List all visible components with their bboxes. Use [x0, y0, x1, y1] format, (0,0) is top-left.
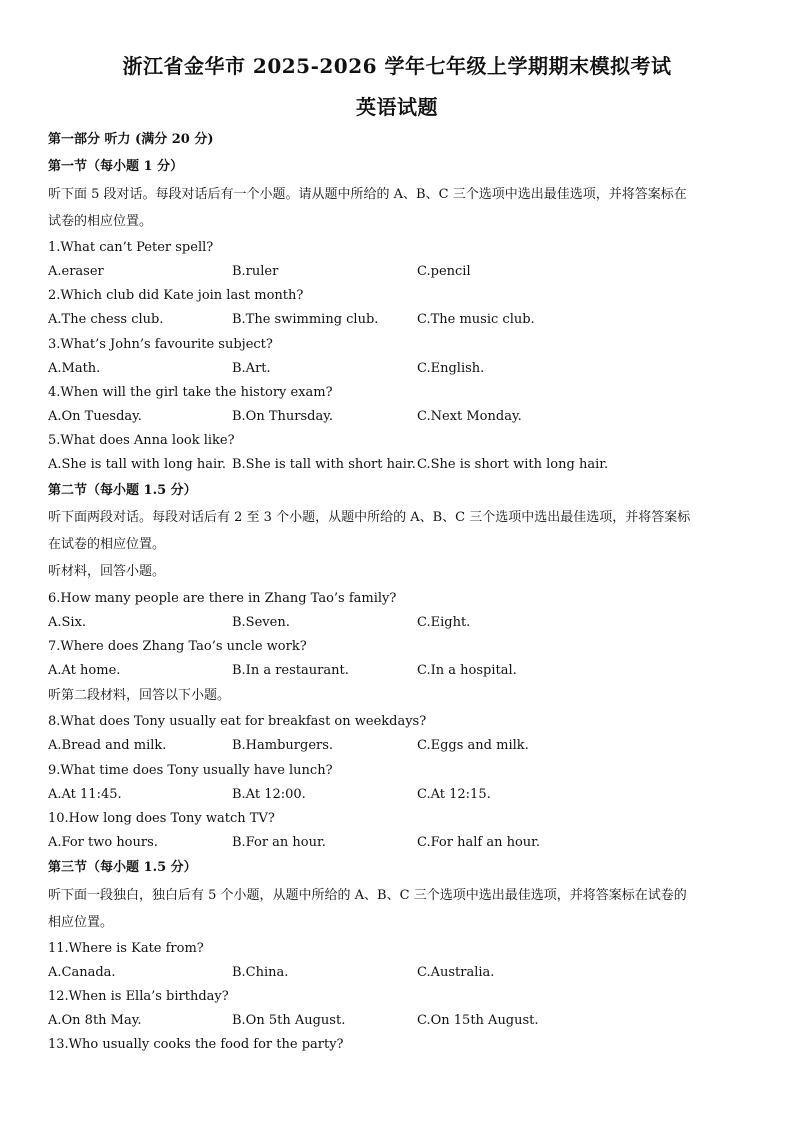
- option-c: C.In a hospital.: [417, 663, 517, 678]
- question-stem: 9.What time does Tony usually have lunch?: [48, 763, 333, 778]
- option-b: B.Hamburgers.: [232, 738, 334, 753]
- section2-instruction-line1: 听下面两段对话。每段对话后有 2 至 3 个小题，从题中所给的 A、B、C 三个选项中选出最佳选项，并将答案标: [48, 510, 691, 525]
- option-c: C.Australia.: [417, 965, 495, 980]
- option-b: B.On Thursday.: [232, 409, 333, 424]
- question-stem: 4.When will the girl take the history exam?: [48, 385, 333, 400]
- option-a: A.For two hours.: [48, 835, 158, 850]
- section1-heading: 第一节（每小题 1 分）: [48, 159, 184, 174]
- option-c: C.Next Monday.: [417, 409, 522, 424]
- section1-instruction-line2: 试卷的相应位置。: [48, 214, 153, 229]
- option-b: B.For an hour.: [232, 835, 326, 850]
- section2-material1-note: 听材料，回答小题。: [48, 564, 166, 579]
- option-c: C.The music club.: [417, 312, 535, 327]
- section1-instruction-line1: 听下面 5 段对话。每段对话后有一个小题。请从题中所给的 A、B、C 三个选项中选出最佳选项，并将答案标在: [48, 187, 687, 202]
- option-a: A.Math.: [48, 361, 101, 376]
- option-b: B.The swimming club.: [232, 312, 379, 327]
- option-a: A.On Tuesday.: [48, 409, 142, 424]
- option-a: A.At home.: [48, 663, 121, 678]
- option-b: B.At 12:00.: [232, 787, 306, 802]
- section2-instruction-line2: 在试卷的相应位置。: [48, 537, 166, 552]
- option-c: C.On 15th August.: [417, 1013, 539, 1028]
- part1-heading: 第一部分 听力 (满分 20 分): [48, 132, 214, 147]
- exam-title: 浙江省金华市 2025-2026 学年七年级上学期期末模拟考试: [122, 54, 672, 78]
- question-stem: 11.Where is Kate from?: [48, 941, 204, 956]
- question-stem: 12.When is Ella’s birthday?: [48, 989, 229, 1004]
- option-c: C.For half an hour.: [417, 835, 541, 850]
- question-stem: 10.How long does Tony watch TV?: [48, 811, 275, 826]
- question-stem: 7.Where does Zhang Tao’s uncle work?: [48, 639, 307, 654]
- option-a: A.Six.: [48, 615, 87, 630]
- option-b: B.In a restaurant.: [232, 663, 349, 678]
- section3-instruction-line2: 相应位置。: [48, 915, 114, 930]
- section2-heading: 第二节（每小题 1.5 分）: [48, 483, 197, 498]
- option-c: C.At 12:15.: [417, 787, 491, 802]
- option-c: C.Eggs and milk.: [417, 738, 529, 753]
- option-a: A.On 8th May.: [48, 1013, 142, 1028]
- option-b: B.On 5th August.: [232, 1013, 346, 1028]
- option-c: C.Eight.: [417, 615, 471, 630]
- option-b: B.ruler: [232, 264, 279, 279]
- section3-heading: 第三节（每小题 1.5 分）: [48, 860, 197, 875]
- option-c: C.English.: [417, 361, 485, 376]
- option-a: A.The chess club.: [48, 312, 164, 327]
- option-a: A.Bread and milk.: [48, 738, 167, 753]
- option-a: A.Canada.: [48, 965, 116, 980]
- option-b: B.She is tall with short hair.: [232, 457, 416, 472]
- section3-instruction-line1: 听下面一段独白，独白后有 5 个小题，从题中所给的 A、B、C 三个选项中选出最佳选项，并将答案标在试卷的: [48, 888, 687, 903]
- option-b: B.China.: [232, 965, 289, 980]
- option-b: B.Seven.: [232, 615, 290, 630]
- question-stem: 2.Which club did Kate join last month?: [48, 288, 304, 303]
- question-stem: 8.What does Tony usually eat for breakfast on weekdays?: [48, 714, 427, 729]
- question-stem: 3.What’s John’s favourite subject?: [48, 337, 273, 352]
- exam-subtitle: 英语试题: [356, 95, 438, 119]
- question-stem: 1.What can’t Peter spell?: [48, 240, 214, 255]
- question-stem: 13.Who usually cooks the food for the party?: [48, 1037, 344, 1052]
- option-b: B.Art.: [232, 361, 271, 376]
- option-a: A.She is tall with long hair.: [48, 457, 227, 472]
- section2-material2-note: 听第二段材料，回答以下小题。: [48, 688, 231, 703]
- question-stem: 6.How many people are there in Zhang Tao’s family?: [48, 591, 397, 606]
- option-a: A.At 11:45.: [48, 787, 122, 802]
- option-c: C.pencil: [417, 264, 471, 279]
- question-stem: 5.What does Anna look like?: [48, 433, 235, 448]
- option-a: A.eraser: [48, 264, 104, 279]
- option-c: C.She is short with long hair.: [417, 457, 609, 472]
